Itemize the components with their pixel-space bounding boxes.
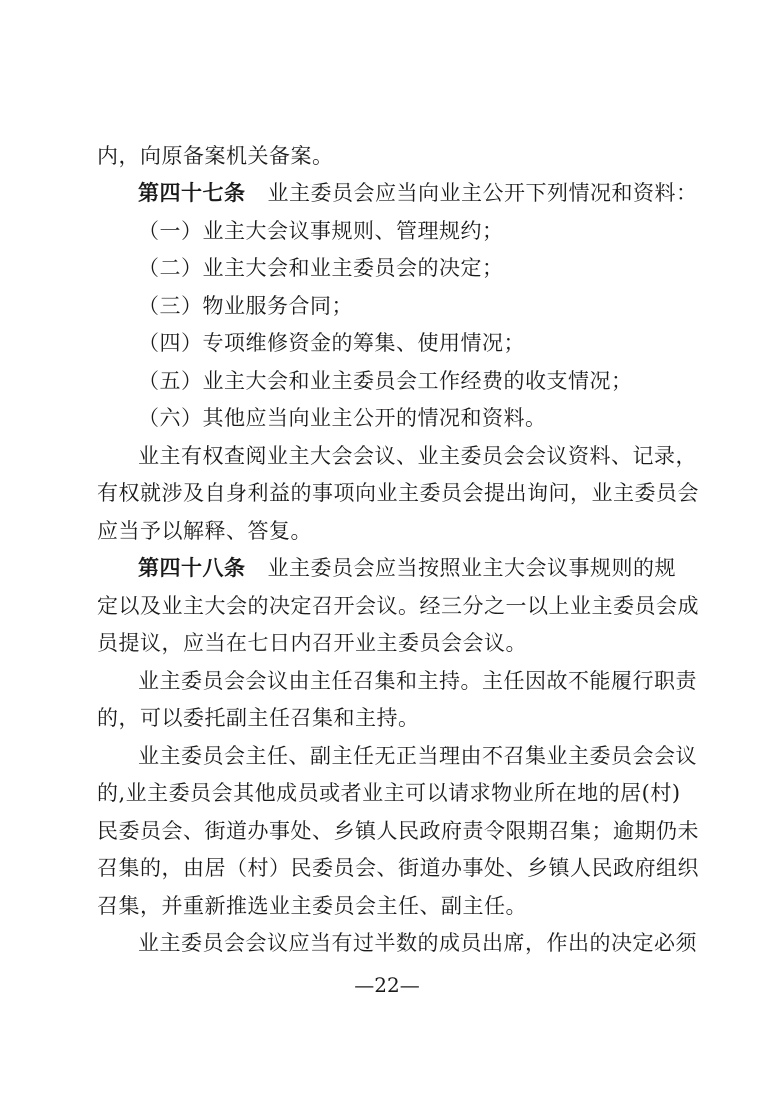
text-line-content: 业主委员会应当按照业主大会议事规则的规 <box>267 556 676 580</box>
text-line <box>97 703 677 733</box>
list-item <box>138 253 718 283</box>
text-line-content: 业主有权查阅业主大会会议、业主委员会会议资料、记录， <box>138 444 697 468</box>
text-line <box>138 666 718 696</box>
text-line: 召集的，由居（村）民委员会、街道办事处、乡镇人民政府组织 <box>97 856 699 880</box>
list-item <box>138 366 718 396</box>
list-item <box>138 216 718 246</box>
article-heading: 第四十八条 <box>138 556 246 580</box>
article-47-line <box>138 178 718 208</box>
text-line-content: （六）其他应当向业主公开的情况和资料。 <box>138 406 547 430</box>
text-line-content: （三）物业服务合同； <box>138 294 353 318</box>
text-line <box>97 141 677 171</box>
text-line-content: 员提议，应当在七日内召开业主委员会会议。 <box>97 631 527 655</box>
page-number: —22— <box>354 973 420 997</box>
text-line-content: 应当予以解释、答复。 <box>97 519 312 543</box>
text-line-content: 内，向原备案机关备案。 <box>97 144 334 168</box>
list-item <box>138 403 718 433</box>
text-line: 民委员会、街道办事处、乡镇人民政府责令限期召集；逾期仍未 <box>97 819 699 843</box>
text-line <box>138 741 718 771</box>
text-line: 的,业主委员会其他成员或者业主可以请求物业所在地的居(村) <box>97 781 681 805</box>
text-line-content: （四）专项维修资金的筹集、使用情况； <box>138 331 525 355</box>
text-line: 定以及业主大会的决定召开会议。经三分之一以上业主委员会成 <box>97 594 699 618</box>
text-line-content: 业主委员会应当向业主公开下列情况和资料： <box>267 181 698 205</box>
text-line-content: （五）业主大会和业主委员会工作经费的收支情况； <box>138 369 633 393</box>
text-line <box>97 628 677 658</box>
text-line <box>138 928 718 958</box>
list-item <box>138 291 718 321</box>
text-line-content: 召集，并重新推选业主委员会主任、副主任。 <box>97 894 527 918</box>
article-heading: 第四十七条 <box>138 181 246 205</box>
text-line-content: 的，可以委托副主任召集和主持。 <box>97 706 420 730</box>
text-line-content: 业主委员会主任、副主任无正当理由不召集业主委员会会议 <box>138 744 697 768</box>
text-line <box>97 516 677 546</box>
text-line <box>97 891 677 921</box>
text-line-content: （一）业主大会议事规则、管理规约； <box>138 219 504 243</box>
text-line-content: （二）业主大会和业主委员会的决定； <box>138 256 504 280</box>
text-line <box>138 441 718 471</box>
text-line-content: 业主委员会会议由主任召集和主持。主任因故不能履行职责 <box>138 669 697 693</box>
text-line: 有权就涉及自身利益的事项向业主委员会提出询问，业主委员会 <box>97 481 699 505</box>
text-line-content: 业主委员会会议应当有过半数的成员出席，作出的决定必须 <box>138 931 697 955</box>
list-item <box>138 328 718 358</box>
article-48-line <box>138 553 718 583</box>
